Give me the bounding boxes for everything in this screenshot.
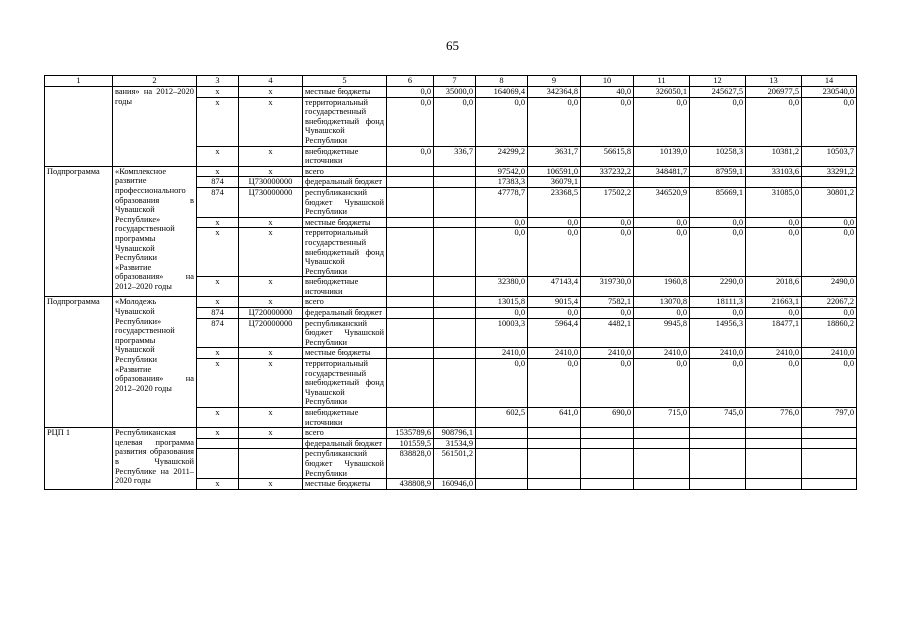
amount-cell	[387, 166, 434, 177]
amount-cell	[690, 449, 746, 479]
column-number: 13	[746, 76, 802, 87]
amount-cell: 4482,1	[581, 318, 634, 348]
amount-cell	[434, 177, 476, 188]
amount-cell: 9015,4	[528, 297, 581, 308]
column-number: 4	[239, 76, 303, 87]
amount-cell	[690, 479, 746, 490]
amount-cell	[476, 438, 528, 449]
amount-cell: 47778,7	[476, 187, 528, 217]
column-number: 1	[45, 76, 113, 87]
amount-cell: 9945,8	[634, 318, 690, 348]
amount-cell: 745,0	[690, 408, 746, 428]
admin-code: х	[197, 277, 239, 297]
amount-cell: 0,0	[476, 359, 528, 408]
amount-cell: 10503,7	[802, 146, 857, 166]
amount-cell: 10381,2	[746, 146, 802, 166]
amount-cell: 1535789,6	[387, 428, 434, 439]
table-row	[45, 297, 857, 308]
amount-cell	[387, 217, 434, 228]
amount-cell: 0,0	[634, 97, 690, 146]
admin-code: х	[197, 297, 239, 308]
amount-cell: 0,0	[528, 308, 581, 319]
amount-cell: 0,0	[802, 217, 857, 228]
funding-source: внебюджетные источники	[303, 146, 387, 166]
amount-cell: 3631,7	[528, 146, 581, 166]
amount-cell: 13015,8	[476, 297, 528, 308]
amount-cell: 776,0	[746, 408, 802, 428]
column-number: 5	[303, 76, 387, 87]
amount-cell: 97542,0	[476, 166, 528, 177]
amount-cell	[387, 277, 434, 297]
program-name: вания» на 2012–2020 годы	[113, 87, 197, 167]
amount-cell: 101559,5	[387, 438, 434, 449]
amount-cell: 10258,3	[690, 146, 746, 166]
funding-source: местные бюджеты	[303, 479, 387, 490]
amount-cell	[387, 177, 434, 188]
amount-cell: 2410,0	[746, 348, 802, 359]
amount-cell	[387, 308, 434, 319]
amount-cell	[476, 449, 528, 479]
admin-code: х	[197, 166, 239, 177]
amount-cell	[434, 228, 476, 277]
amount-cell	[581, 428, 634, 439]
amount-cell	[476, 479, 528, 490]
amount-cell: 0,0	[581, 228, 634, 277]
amount-cell: 0,0	[690, 97, 746, 146]
column-number: 7	[434, 76, 476, 87]
admin-code: х	[197, 87, 239, 98]
amount-cell: 0,0	[581, 359, 634, 408]
amount-cell: 7582,1	[581, 297, 634, 308]
amount-cell	[387, 359, 434, 408]
funding-source: республиканский бюджет Чувашской Республики	[303, 449, 387, 479]
amount-cell	[387, 408, 434, 428]
amount-cell: 0,0	[690, 217, 746, 228]
amount-cell: 0,0	[634, 228, 690, 277]
column-number: 12	[690, 76, 746, 87]
budget-class-code: х	[239, 97, 303, 146]
amount-cell: 0,0	[746, 308, 802, 319]
amount-cell: 87959,1	[690, 166, 746, 177]
admin-code: х	[197, 479, 239, 490]
amount-cell: 0,0	[434, 97, 476, 146]
amount-cell: 797,0	[802, 408, 857, 428]
amount-cell	[581, 177, 634, 188]
amount-cell: 47143,4	[528, 277, 581, 297]
amount-cell: 0,0	[476, 308, 528, 319]
budget-class-code: Ц730000000	[239, 177, 303, 188]
amount-cell: 0,0	[690, 228, 746, 277]
program-name: «Комплексное развитие профессионального образования в Чувашской Республике» государственной программы Чувашской Республики «Развитие образования» на 2012–2020 годы	[113, 166, 197, 297]
amount-cell: 641,0	[528, 408, 581, 428]
admin-code: 874	[197, 318, 239, 348]
amount-cell: 690,0	[581, 408, 634, 428]
amount-cell	[581, 449, 634, 479]
column-number: 14	[802, 76, 857, 87]
amount-cell: 2410,0	[634, 348, 690, 359]
program-code: Подпрограмма	[45, 166, 113, 297]
amount-cell	[690, 428, 746, 439]
funding-source: республиканский бюджет Чувашской Республики	[303, 318, 387, 348]
amount-cell	[746, 438, 802, 449]
table-row	[45, 166, 857, 177]
admin-code: х	[197, 348, 239, 359]
amount-cell: 0,0	[746, 217, 802, 228]
amount-cell	[528, 428, 581, 439]
column-number: 9	[528, 76, 581, 87]
amount-cell	[746, 479, 802, 490]
amount-cell: 33103,6	[746, 166, 802, 177]
amount-cell: 0,0	[387, 146, 434, 166]
amount-cell: 17383,3	[476, 177, 528, 188]
funding-source: всего	[303, 166, 387, 177]
amount-cell: 346520,9	[634, 187, 690, 217]
amount-cell	[476, 428, 528, 439]
amount-cell: 0,0	[476, 228, 528, 277]
funding-source: внебюджетные источники	[303, 408, 387, 428]
amount-cell: 10003,3	[476, 318, 528, 348]
amount-cell: 23368,5	[528, 187, 581, 217]
amount-cell	[802, 177, 857, 188]
amount-cell: 230540,0	[802, 87, 857, 98]
amount-cell: 85669,1	[690, 187, 746, 217]
amount-cell: 24299,2	[476, 146, 528, 166]
amount-cell	[434, 166, 476, 177]
amount-cell: 0,0	[802, 228, 857, 277]
budget-class-code: Ц720000000	[239, 318, 303, 348]
amount-cell: 0,0	[387, 97, 434, 146]
amount-cell: 342364,8	[528, 87, 581, 98]
amount-cell: 0,0	[528, 228, 581, 277]
funding-source: федеральный бюджет	[303, 308, 387, 319]
amount-cell	[434, 297, 476, 308]
program-code: Подпрограмма	[45, 297, 113, 428]
funding-source: федеральный бюджет	[303, 438, 387, 449]
amount-cell: 0,0	[802, 97, 857, 146]
amount-cell	[746, 428, 802, 439]
amount-cell	[802, 479, 857, 490]
budget-class-code: х	[239, 277, 303, 297]
amount-cell: 0,0	[802, 308, 857, 319]
amount-cell: 0,0	[746, 228, 802, 277]
budget-class-code: х	[239, 479, 303, 490]
amount-cell	[528, 479, 581, 490]
budget-class-code: х	[239, 297, 303, 308]
amount-cell: 0,0	[581, 217, 634, 228]
amount-cell	[690, 177, 746, 188]
amount-cell: 10139,0	[634, 146, 690, 166]
amount-cell: 438808,9	[387, 479, 434, 490]
admin-code: х	[197, 428, 239, 439]
funding-source: территориальный государственный внебюджетный фонд Чувашской Республики	[303, 359, 387, 408]
amount-cell: 5964,4	[528, 318, 581, 348]
budget-class-code: х	[239, 217, 303, 228]
amount-cell	[434, 408, 476, 428]
amount-cell: 2290,0	[690, 277, 746, 297]
amount-cell: 164069,4	[476, 87, 528, 98]
amount-cell: 0,0	[581, 97, 634, 146]
amount-cell	[387, 318, 434, 348]
admin-code: х	[197, 228, 239, 277]
amount-cell	[434, 348, 476, 359]
amount-cell: 33291,2	[802, 166, 857, 177]
amount-cell: 56615,8	[581, 146, 634, 166]
amount-cell: 22067,2	[802, 297, 857, 308]
budget-class-code	[239, 438, 303, 449]
program-name: «Молодежь Чувашской Республики» государственной программы Чувашской Республики «Развитие образования» на 2012–2020 годы	[113, 297, 197, 428]
amount-cell	[746, 177, 802, 188]
amount-cell: 106591,0	[528, 166, 581, 177]
amount-cell	[634, 449, 690, 479]
amount-cell: 2410,0	[528, 348, 581, 359]
amount-cell: 2410,0	[581, 348, 634, 359]
budget-class-code: х	[239, 348, 303, 359]
budget-class-code: х	[239, 87, 303, 98]
amount-cell: 31534,9	[434, 438, 476, 449]
budget-class-code: Ц730000000	[239, 187, 303, 217]
admin-code: 874	[197, 308, 239, 319]
funding-source: всего	[303, 297, 387, 308]
amount-cell	[387, 297, 434, 308]
amount-cell: 0,0	[746, 359, 802, 408]
amount-cell: 35000,0	[434, 87, 476, 98]
amount-cell	[387, 187, 434, 217]
amount-cell	[581, 479, 634, 490]
amount-cell: 0,0	[528, 359, 581, 408]
amount-cell	[434, 217, 476, 228]
admin-code: х	[197, 359, 239, 408]
column-number: 3	[197, 76, 239, 87]
amount-cell: 18111,3	[690, 297, 746, 308]
amount-cell	[634, 428, 690, 439]
amount-cell: 348481,7	[634, 166, 690, 177]
budget-class-code	[239, 449, 303, 479]
amount-cell	[690, 438, 746, 449]
admin-code: х	[197, 146, 239, 166]
amount-cell	[434, 277, 476, 297]
amount-cell: 17502,2	[581, 187, 634, 217]
amount-cell: 36079,1	[528, 177, 581, 188]
amount-cell: 245627,5	[690, 87, 746, 98]
amount-cell: 337232,2	[581, 166, 634, 177]
funding-source: территориальный государственный внебюджетный фонд Чувашской Республики	[303, 97, 387, 146]
amount-cell: 18477,1	[746, 318, 802, 348]
amount-cell: 18860,2	[802, 318, 857, 348]
column-number: 8	[476, 76, 528, 87]
funding-source: местные бюджеты	[303, 87, 387, 98]
table-row	[45, 87, 857, 98]
amount-cell: 2410,0	[690, 348, 746, 359]
amount-cell: 319730,0	[581, 277, 634, 297]
admin-code	[197, 438, 239, 449]
amount-cell: 206977,5	[746, 87, 802, 98]
amount-cell	[434, 187, 476, 217]
column-number: 10	[581, 76, 634, 87]
amount-cell: 838828,0	[387, 449, 434, 479]
admin-code: х	[197, 408, 239, 428]
budget-class-code: х	[239, 166, 303, 177]
amount-cell: 2410,0	[476, 348, 528, 359]
admin-code: х	[197, 97, 239, 146]
amount-cell	[581, 438, 634, 449]
amount-cell: 0,0	[528, 97, 581, 146]
budget-class-code: х	[239, 228, 303, 277]
amount-cell: 31085,0	[746, 187, 802, 217]
column-number: 6	[387, 76, 434, 87]
budget-class-code: Ц720000000	[239, 308, 303, 319]
amount-cell: 30801,2	[802, 187, 857, 217]
amount-cell: 2018,6	[746, 277, 802, 297]
program-code: РЦП 1	[45, 428, 113, 490]
amount-cell	[528, 438, 581, 449]
amount-cell: 0,0	[581, 308, 634, 319]
amount-cell: 13070,8	[634, 297, 690, 308]
page-number: 65	[446, 38, 459, 53]
amount-cell: 336,7	[434, 146, 476, 166]
amount-cell	[634, 479, 690, 490]
amount-cell: 40,0	[581, 87, 634, 98]
amount-cell	[387, 228, 434, 277]
amount-cell	[802, 428, 857, 439]
amount-cell	[434, 308, 476, 319]
amount-cell: 715,0	[634, 408, 690, 428]
amount-cell	[802, 449, 857, 479]
program-name: Республиканская целевая программа развития образования в Чувашской Республике на 2011–2020 годы	[113, 428, 197, 490]
amount-cell: 602,5	[476, 408, 528, 428]
amount-cell	[634, 177, 690, 188]
funding-source: внебюджетные источники	[303, 277, 387, 297]
amount-cell: 908796,1	[434, 428, 476, 439]
amount-cell	[434, 359, 476, 408]
amount-cell	[528, 449, 581, 479]
funding-source: всего	[303, 428, 387, 439]
admin-code: 874	[197, 187, 239, 217]
column-number: 11	[634, 76, 690, 87]
amount-cell: 0,0	[634, 217, 690, 228]
amount-cell: 32380,0	[476, 277, 528, 297]
funding-source: местные бюджеты	[303, 348, 387, 359]
amount-cell: 0,0	[690, 308, 746, 319]
amount-cell: 14956,3	[690, 318, 746, 348]
amount-cell: 2410,0	[802, 348, 857, 359]
funding-source: республиканский бюджет Чувашской Республики	[303, 187, 387, 217]
funding-source: территориальный государственный внебюджетный фонд Чувашской Республики	[303, 228, 387, 277]
column-number: 2	[113, 76, 197, 87]
amount-cell	[634, 438, 690, 449]
table-row	[45, 428, 857, 439]
amount-cell	[387, 348, 434, 359]
amount-cell: 2490,0	[802, 277, 857, 297]
amount-cell: 1960,8	[634, 277, 690, 297]
amount-cell	[802, 438, 857, 449]
budget-class-code: х	[239, 428, 303, 439]
funding-source: местные бюджеты	[303, 217, 387, 228]
amount-cell: 0,0	[690, 359, 746, 408]
amount-cell: 326050,1	[634, 87, 690, 98]
amount-cell: 0,0	[476, 97, 528, 146]
budget-table	[44, 75, 857, 490]
amount-cell: 160946,0	[434, 479, 476, 490]
admin-code: 874	[197, 177, 239, 188]
amount-cell: 0,0	[802, 359, 857, 408]
amount-cell: 0,0	[634, 359, 690, 408]
funding-source: федеральный бюджет	[303, 177, 387, 188]
amount-cell: 0,0	[746, 97, 802, 146]
amount-cell: 21663,1	[746, 297, 802, 308]
amount-cell: 0,0	[387, 87, 434, 98]
amount-cell: 0,0	[528, 217, 581, 228]
admin-code: х	[197, 217, 239, 228]
amount-cell: 561501,2	[434, 449, 476, 479]
amount-cell: 0,0	[634, 308, 690, 319]
budget-class-code: х	[239, 359, 303, 408]
admin-code	[197, 449, 239, 479]
program-code	[45, 87, 113, 167]
budget-class-code: х	[239, 146, 303, 166]
amount-cell	[434, 318, 476, 348]
column-number-row	[45, 76, 857, 87]
budget-class-code: х	[239, 408, 303, 428]
amount-cell: 0,0	[476, 217, 528, 228]
amount-cell	[746, 449, 802, 479]
